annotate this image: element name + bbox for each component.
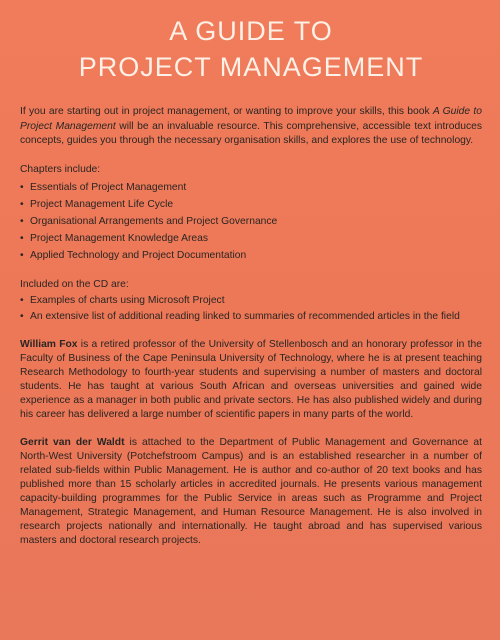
title-line-1: A GUIDE TO <box>169 16 333 46</box>
author-name: Gerrit van der Waldt <box>20 436 125 448</box>
chapter-item: • Organisational Arrangements and Project Governance <box>20 213 482 230</box>
author-bio-text: is a retired professor of the University of Stellenbosch and an honorary professor in the Faculty of Business of the Cape Peninsula University of Technology, where he is at present teaching Research Methodology to fourth-year students and supervising a number of masters and doctoral students. He has taught at various South African and overseas universities and gained wide experience as a manager in both public and private sectors. He has also published widely and during his career has delivered a large number of scientific papers in many parts of the world. <box>20 338 482 420</box>
cd-contents-list <box>20 294 482 324</box>
intro-text-start: If you are starting out in project management, or wanting to improve your skills, this book <box>20 106 433 117</box>
book-title <box>20 0 482 85</box>
chapter-item: • Project Management Life Cycle <box>20 196 482 213</box>
chapter-item: • Essentials of Project Management <box>20 179 482 196</box>
title-line-2: PROJECT MANAGEMENT <box>78 52 424 82</box>
cd-item: • Examples of charts using Microsoft Project <box>20 294 482 308</box>
intro-paragraph <box>20 105 482 149</box>
chapter-item: • Project Management Knowledge Areas <box>20 230 482 247</box>
author-bio-text: is attached to the Department of Public Management and Governance at North-West University (Potchefstroom Campus) and is an established researcher in a number of related sub-fields within Public Management. He is author and co-author of 20 text books and has published more than 15 scholarly articles in accredited journals. He presents various management capacity-building programmes for the Public Service in areas such as Programme and Project Management, Strategic Management, and Human Resource Management. He is also involved in research projects nationally and internationally. He taught abroad and has supervised various masters and doctoral research projects. <box>20 436 482 546</box>
intro-text-end: will be an invaluable resource. This comprehensive, accessible text introduces concepts, guides you through the necessary organisation skills, and explores the use of technology. <box>20 120 482 146</box>
cd-item: • An extensive list of additional reading linked to summaries of recommended articles in the field <box>20 310 482 324</box>
chapters-list <box>20 179 482 264</box>
author-bio-van-der-waldt <box>20 436 482 548</box>
chapter-item: • Applied Technology and Project Documentation <box>20 247 482 264</box>
author-bio-fox <box>20 338 482 422</box>
chapters-heading: Chapters include: <box>20 163 101 175</box>
author-name: William Fox <box>20 338 78 350</box>
cd-heading: Included on the CD are: <box>20 278 129 290</box>
intro-book-title: A Guide to Project Management <box>20 106 482 132</box>
